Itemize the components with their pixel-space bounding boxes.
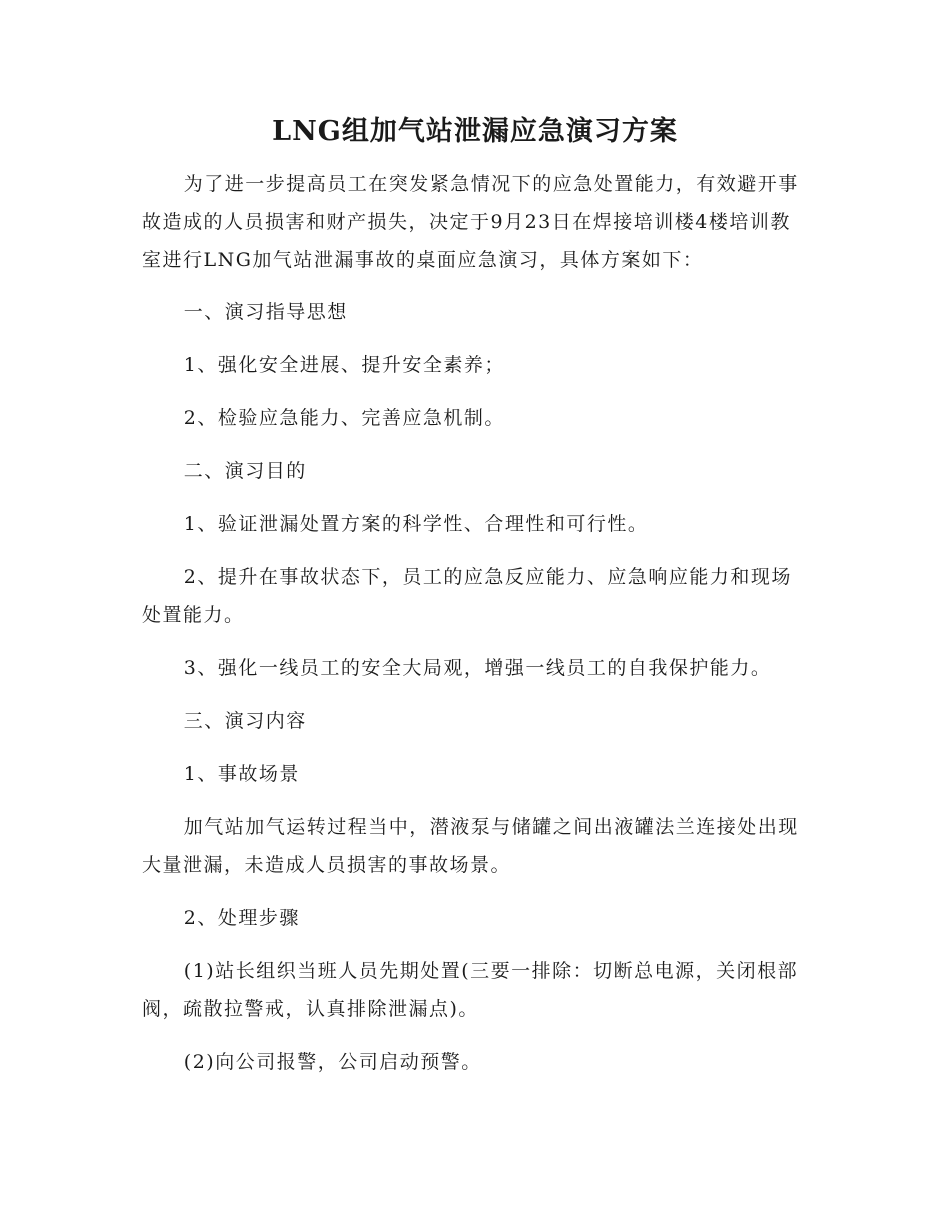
step-item: (1)站长组织当班人员先期处置(三要一排除：切断总电源，关闭根部阀，疏散拉警戒，认真排除泄漏点)。 [142,960,799,1020]
list-item: 2、检验应急能力、完善应急机制。 [183,407,505,429]
list-item: 3、强化一线员工的安全大局观，增强一线员工的自我保护能力。 [183,657,772,679]
step-item: (2)向公司报警，公司启动预警。 [183,1051,482,1073]
list-item: 1、强化安全进展、提升安全素养； [183,354,505,376]
section-heading-guiding-thought: 一、演习指导思想 [183,301,348,323]
intro-paragraph: 为了进一步提高员工在突发紧急情况下的应急处置能力，有效避开事故造成的人员损害和财产损失，决定于9月23日在焊接培训楼4楼培训教室进行LNG加气站泄漏事故的桌面应急演习，具体方案如下： [142,173,799,271]
list-item: 1、验证泄漏处置方案的科学性、合理性和可行性。 [183,513,649,535]
scenario-paragraph: 加气站加气运转过程当中，潜液泵与储罐之间出液罐法兰连接处出现大量泄漏，未造成人员损害的事故场景。 [142,816,799,876]
subheading-scenario: 1、事故场景 [183,763,300,785]
document-body [142,165,810,1096]
section-heading-purpose: 二、演习目的 [183,460,307,482]
section-heading-content: 三、演习内容 [183,710,307,732]
list-item: 2、提升在事故状态下，员工的应急反应能力、应急响应能力和现场处置能力。 [142,566,792,626]
subheading-steps: 2、处理步骤 [183,907,300,929]
document-title: LNG组加气站泄漏应急演习方案 [272,116,678,147]
